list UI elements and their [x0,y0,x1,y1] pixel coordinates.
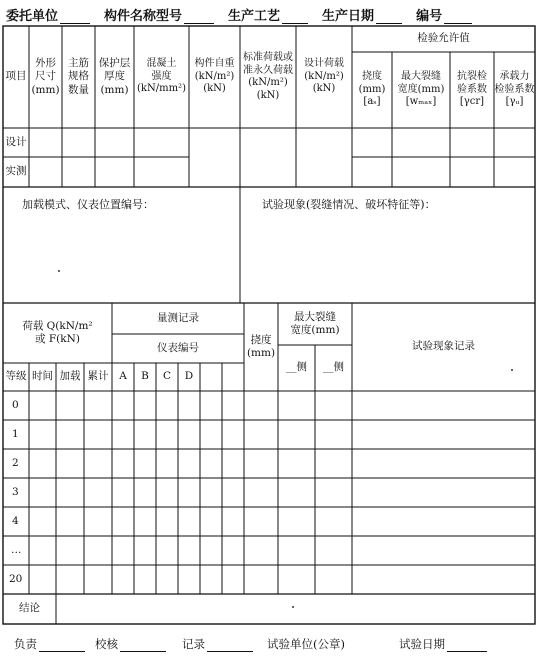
capacity-coef-l3: [γᵤ] [505,96,524,108]
concrete-l2: 强度 [151,70,172,82]
deflection-header [244,303,278,391]
test-date-label: 试验日期 [398,637,445,651]
size-l2: 尺寸 [35,70,56,83]
phenomena-label: 试验现象(裂缝情况、破坏特征等)： [262,198,436,211]
load-l2: 或 F(kN) [35,333,80,345]
check-field [95,632,166,652]
check-blank[interactable] [120,638,166,652]
row-design-label: 设计 [5,135,27,148]
record-field [182,632,253,652]
concrete-l1: 混凝土 [146,58,177,70]
component-label: 构件名称型号 [104,9,183,24]
max-crack-l1: 最大裂缝 [401,71,441,83]
deflection-l3: [aₛ] [363,96,381,108]
self-weight-l3: (kN) [203,83,226,95]
speck [292,606,294,608]
cover-l2: 厚度 [104,70,125,83]
side-a-header: __侧 [286,361,307,374]
cumulative-header: 累计 [87,370,109,383]
col-capacity-coef [494,52,535,128]
level-0: 0 [12,398,19,411]
cover-l3: (mm) [100,83,129,96]
size-l1: 外形 [35,57,56,70]
max-crack-l3: [wₘₐₓ] [405,96,437,108]
std-load-l3: (kN/m²) [248,77,288,88]
col-item: 项目 [5,70,27,83]
level-20: 20 [9,572,23,585]
form-footer [14,632,534,652]
number-label: 编号 [416,9,443,24]
crack-header [278,303,352,345]
size-l3: (mm) [31,83,60,96]
std-load-l1: 标准荷载或 [243,52,293,63]
deflection-l1: 挠度 [362,71,382,83]
gauge-c: C [162,370,172,383]
instrument-header: 仪表编号 [157,341,199,354]
side-b-header: __侧 [323,361,344,374]
test-date-field [399,632,487,652]
loading-mode-label: 加载模式、仪表位置编号： [22,198,154,211]
deflection-l2: (mm) [358,83,386,95]
time-header: 时间 [32,370,53,383]
deflection-h-l1: 挠度 [250,333,272,346]
col-max-crack [392,52,450,128]
test-date-blank[interactable] [447,638,487,652]
crack-coef-l1: 抗裂检 [457,71,487,83]
concrete-l3: (kN/mm²) [137,83,186,95]
col-design-load [296,26,352,128]
process-label: 生产工艺 [228,9,281,24]
unit-field [267,632,345,652]
speck [511,369,513,371]
level-ellipsis: … [11,543,22,556]
record-blank[interactable] [207,638,253,652]
unit-label: 试验单位(公章) [267,637,345,651]
col-rebar [62,26,95,128]
add-header: 加载 [59,370,81,383]
responsible-blank[interactable] [39,638,85,652]
col-self-weight [189,26,240,128]
rebar-l1: 主筋 [68,57,89,70]
client-label: 委托单位 [6,9,59,24]
cover-l1: 保护层 [98,57,131,70]
self-weight-l1: 构件自重 [194,58,235,70]
allow-title: 检验允许值 [417,32,470,45]
conclusion-label: 结论 [19,602,40,615]
responsible-field [14,632,85,652]
gauge-b: B [141,370,149,383]
rebar-l2: 规格 [68,70,89,83]
crack-coef-l3: [γcr] [459,96,485,108]
crack-h-l1: 最大裂缝 [294,310,336,323]
crack-coef-l2: 验系数 [457,83,487,95]
crack-h-l2: 宽度(mm) [290,324,340,336]
col-crack-coef [450,52,494,128]
load-l1: 荷载 Q(kN/m² [22,319,93,332]
check-label: 校核 [95,637,118,651]
std-load-l4: (kN) [256,89,280,101]
measure-header: 量测记录 [157,311,199,324]
col-std-load [240,26,296,128]
speck [58,270,60,272]
level-header: 等级 [5,370,27,383]
record-label: 记录 [182,637,205,651]
gauge-a: A [119,370,127,383]
std-load-l2: 准永久荷载 [243,64,293,76]
max-crack-l2: 宽度(mm) [397,83,445,95]
col-size [29,26,62,128]
level-3: 3 [12,485,19,498]
capacity-coef-l2: 检验系数 [494,83,535,95]
rebar-l3: 数量 [68,83,89,96]
level-4: 4 [12,514,19,527]
capacity-coef-l1: 承载力 [499,71,530,83]
design-load-l1: 设计荷载 [304,58,344,70]
responsible-label: 负责 [14,637,37,651]
row-actual-label: 实测 [5,165,27,178]
self-weight-l2: (kN/m²) [194,70,235,82]
level-2: 2 [12,456,19,469]
col-deflection [352,52,392,128]
gauge-d: D [184,370,194,383]
phenomena-record-header: 试验现象记录 [412,340,475,353]
date-label: 生产日期 [322,9,375,24]
col-cover [95,26,134,128]
deflection-h-l2: (mm) [246,347,276,359]
col-concrete [134,26,189,128]
level-1: 1 [12,427,19,440]
design-load-l3: (kN) [312,83,336,95]
design-load-l2: (kN/m²) [304,70,344,82]
load-header [3,303,112,363]
